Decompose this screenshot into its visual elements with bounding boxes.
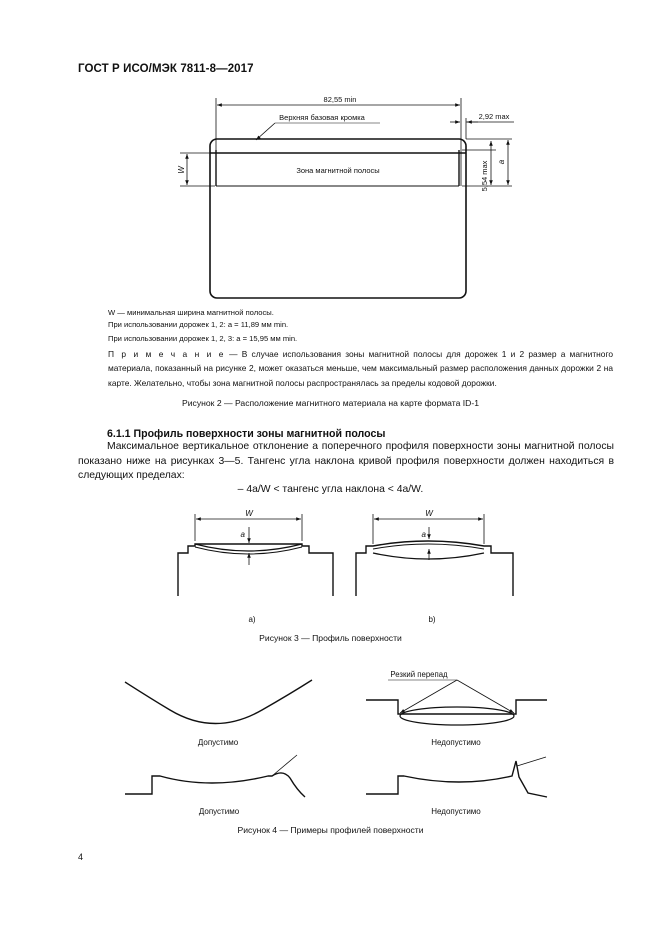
fig3b-a: a: [421, 530, 426, 539]
figure-3-caption: Рисунок 3 — Профиль поверхности: [259, 633, 402, 643]
legend-W: W — минимальная ширина магнитной полосы.: [108, 308, 274, 317]
label-not-allowed-1: Недопустимо: [431, 738, 481, 747]
slope-formula: – 4a/W < тангенс угла наклона < 4a/W.: [237, 484, 424, 495]
fig3a-a: a: [240, 530, 245, 539]
profile-allowed-1: [125, 680, 312, 724]
page-number: 4: [78, 852, 84, 862]
fig3-sublabel-a: a): [248, 615, 256, 624]
dim-offset-label: 2,92 max: [478, 112, 510, 121]
profile-not-allowed-1: [366, 670, 547, 725]
note-label: П р и м е ч а н и е: [108, 349, 225, 359]
dim-width-label: 82,55 min: [323, 95, 357, 104]
section-heading: 6.1.1 Профиль поверхности зоны магнитной полосы: [107, 428, 386, 440]
profile-not-allowed-2: [366, 757, 547, 797]
label-allowed-2: Допустимо: [198, 807, 240, 816]
dim-height-label: 5,54 max: [480, 160, 489, 192]
figure-4-caption: Рисунок 4 — Примеры профилей поверхности: [237, 825, 424, 835]
label-allowed-1: Допустимо: [197, 738, 239, 747]
note-text: — В случае использования зоны магнитной полосы для дорожек 1 и 2 размер a магнитного материала, показанный на рисунке 2, может оказаться меньше, чем максимальный размер расположения данных дорожки 2 на карте. Желательно, чтобы зона магнитной полосы распространялась за пределы кодовой дорожки.: [108, 349, 613, 388]
fig3b-W: W: [425, 509, 433, 518]
legend-tracks-12: При использовании дорожек 1, 2: a = 11,89 мм min.: [108, 320, 289, 329]
label-top-edge: Верхняя базовая кромка: [279, 113, 365, 122]
legend-tracks-123: При использовании дорожек 1, 2, 3: a = 15,95 мм min.: [108, 334, 298, 343]
figure-2-caption: Рисунок 2 — Расположение магнитного материала на карте формата ID-1: [182, 398, 479, 408]
fig3-sublabel-b: b): [428, 615, 436, 624]
profile-allowed-2: [125, 755, 305, 797]
label-stripe-zone: Зона магнитной полосы: [296, 166, 380, 175]
dim-a-label: a: [497, 159, 506, 165]
dim-W-label: W: [177, 166, 186, 174]
label-not-allowed-2: Недопустимо: [431, 807, 481, 816]
fig3a-W: W: [245, 509, 253, 518]
section-paragraph: Максимальное вертикальное отклонение a поперечного профиля поверхности зоны магнитной полосы показано ниже на рисунках 3—5. Тангенс угла наклона кривой профиля поверхности должен находиться в следующих пределах:: [78, 441, 614, 481]
label-sharp-transition: Резкий перепад: [390, 670, 448, 679]
document-header: ГОСТ Р ИСО/МЭК 7811-8—2017: [78, 63, 254, 75]
